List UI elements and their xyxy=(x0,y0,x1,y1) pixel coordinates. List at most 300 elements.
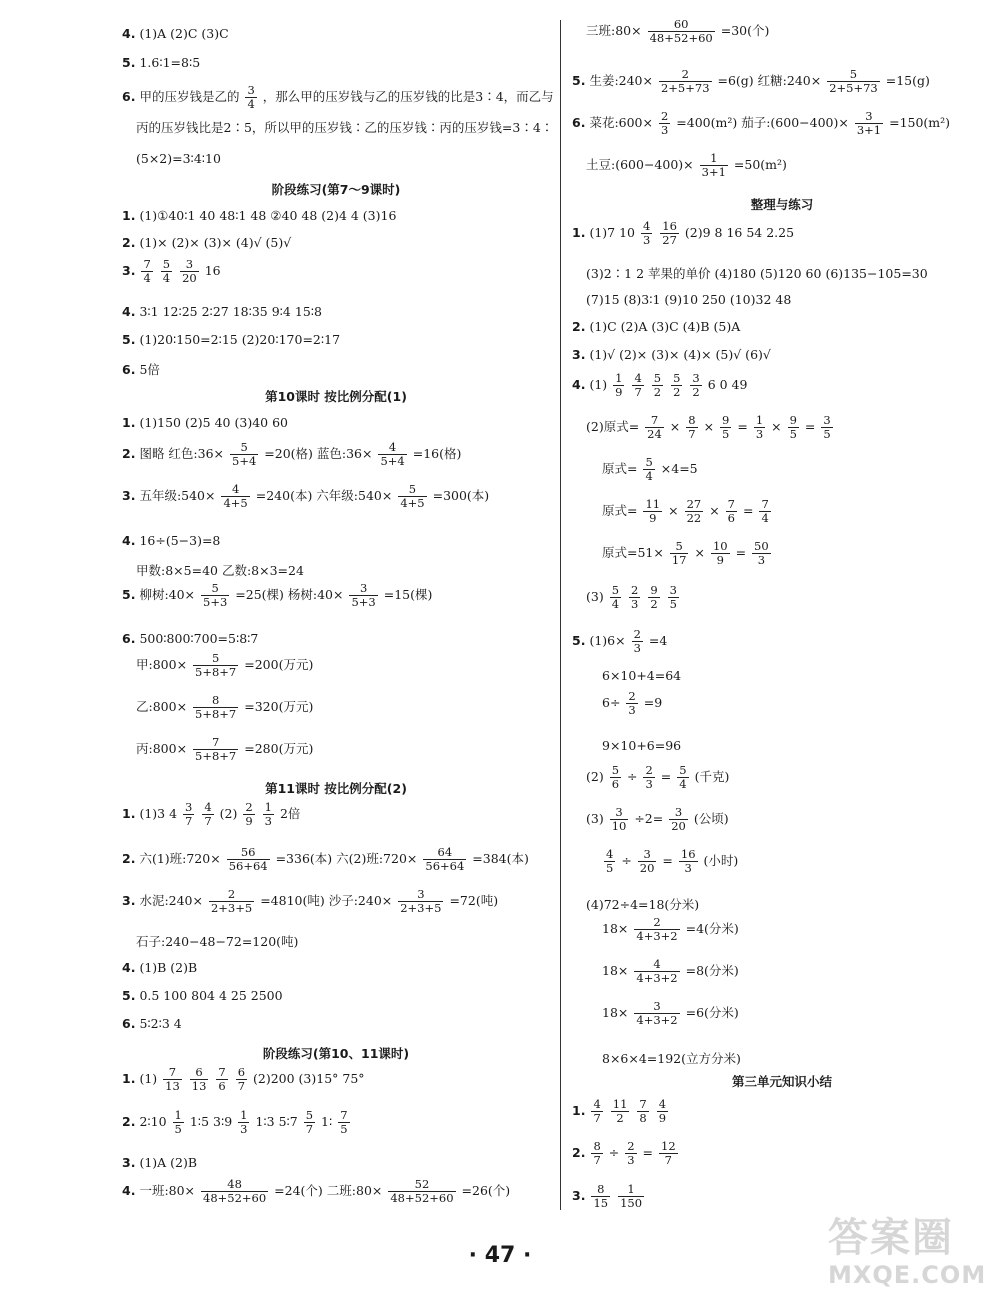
text-run: (1)× (2)× (3)× (4)√ (5)√ xyxy=(139,235,292,250)
denominator: 4+3+2 xyxy=(636,929,678,944)
text-run: 乙:800× xyxy=(136,699,188,715)
item-number: 1. xyxy=(122,1071,136,1087)
numerator: 9 xyxy=(650,583,658,597)
answer-line xyxy=(122,1109,352,1136)
text-run: 6×10+4=64 xyxy=(602,668,682,683)
numerator: 2 xyxy=(633,627,641,641)
denominator: 7 xyxy=(305,1122,314,1137)
text-run: (千克) xyxy=(694,769,730,785)
item-number: 1. xyxy=(122,806,136,822)
numerator: 48 xyxy=(227,1177,242,1191)
numerator: 9 xyxy=(789,413,797,427)
denominator: 13 xyxy=(165,1079,180,1094)
answer-line xyxy=(122,258,221,285)
denominator: 4 xyxy=(247,97,255,112)
text-run: 1∶ xyxy=(321,1114,333,1130)
denominator: 4 xyxy=(679,777,687,792)
text-run: (2) xyxy=(219,806,238,822)
fraction xyxy=(398,888,443,915)
numerator: 3 xyxy=(653,999,661,1013)
numerator: 3 xyxy=(417,887,425,901)
numerator: 5 xyxy=(673,371,681,385)
numerator: 8 xyxy=(593,1139,601,1153)
fraction xyxy=(711,540,730,567)
item-number: 2. xyxy=(572,1145,586,1161)
fraction xyxy=(190,1066,209,1093)
numerator: 2 xyxy=(627,1139,635,1153)
text-run: × xyxy=(709,503,720,519)
numerator: 8 xyxy=(688,413,696,427)
numerator: 7 xyxy=(650,413,659,427)
text-run: 16 xyxy=(204,263,221,279)
fraction xyxy=(201,582,229,609)
answer-line xyxy=(572,414,835,441)
denominator: 56+64 xyxy=(425,859,465,874)
section-heading xyxy=(122,1044,550,1062)
item-number: 3. xyxy=(122,263,136,279)
text-run: 丙的压岁钱比是2∶5，所以甲的压岁钱∶乙的压岁钱∶丙的压岁钱=3∶4∶ xyxy=(136,120,554,135)
item-number: 4. xyxy=(122,26,136,41)
denominator: 4 xyxy=(611,597,620,612)
fraction xyxy=(304,1109,315,1136)
numerator: 2 xyxy=(653,915,661,929)
denominator: 4+5 xyxy=(223,496,248,511)
denominator: 4 xyxy=(761,511,769,526)
text-run: =15(棵) xyxy=(383,587,433,603)
denominator: 5 xyxy=(174,1122,182,1137)
text-run: 甲:800× xyxy=(136,657,188,673)
denominator: 5+8+7 xyxy=(195,665,237,680)
answer-line xyxy=(572,628,667,655)
numerator: 2 xyxy=(631,583,639,597)
numerator: 4 xyxy=(388,440,397,454)
fraction xyxy=(263,801,274,828)
answer-line xyxy=(122,1066,365,1093)
denominator: 5+8+7 xyxy=(195,749,237,764)
denominator: 6 xyxy=(611,777,620,792)
fraction xyxy=(752,540,771,567)
answer-line xyxy=(572,540,773,567)
text-run: × xyxy=(669,419,681,435)
answer-line xyxy=(122,441,461,468)
answer-line xyxy=(572,456,698,483)
numerator: 3 xyxy=(823,413,831,427)
item-number: 3. xyxy=(122,488,136,504)
text-run: (小时) xyxy=(703,853,739,869)
item-number: 5. xyxy=(572,633,586,649)
item-number: 2. xyxy=(122,446,136,462)
section-heading xyxy=(122,180,550,198)
denominator: 3+1 xyxy=(701,165,726,180)
fraction xyxy=(193,694,238,721)
answer-line xyxy=(572,347,771,362)
text-run: = xyxy=(737,419,748,435)
watermark-text: 答案圈 xyxy=(828,1215,954,1261)
text-run: =15(g) xyxy=(885,73,930,89)
denominator: 7 xyxy=(237,1079,246,1094)
item-number: 3. xyxy=(122,1155,136,1170)
fraction xyxy=(670,540,689,567)
denominator: 3 xyxy=(645,777,653,792)
answer-line xyxy=(572,1000,739,1027)
item-number: 1. xyxy=(572,225,586,241)
fraction xyxy=(632,628,643,655)
denominator: 3 xyxy=(679,861,698,875)
item-number: 5. xyxy=(572,73,586,89)
answer-line xyxy=(122,1016,182,1031)
numerator: 3 xyxy=(865,109,873,123)
numerator: 8 xyxy=(211,693,220,707)
answer-line xyxy=(122,1155,197,1170)
numerator: 10 xyxy=(712,539,728,553)
denominator: 48+52+60 xyxy=(390,1191,454,1206)
item-number: 2. xyxy=(122,1114,136,1130)
fraction xyxy=(645,414,664,441)
text-run: 5∶2∶3 4 xyxy=(139,1016,182,1031)
answer-line xyxy=(122,332,340,347)
denominator: 4+3+2 xyxy=(636,1013,678,1028)
numerator: 4 xyxy=(204,800,212,814)
numerator: 5 xyxy=(305,1108,314,1122)
text-run: =6(g) 红糖:240× xyxy=(717,73,822,89)
denominator: 7 xyxy=(659,1153,678,1167)
numerator: 3 xyxy=(359,581,368,595)
numerator: 7 xyxy=(218,1065,226,1079)
text-run: (5×2)=3∶4∶10 xyxy=(136,151,221,166)
denominator: 2+5+73 xyxy=(829,81,878,96)
numerator: 5 xyxy=(653,371,662,385)
text-run: 丙:800× xyxy=(136,741,188,757)
text-run: =26(个) xyxy=(461,1183,511,1199)
text-run: =72(吨) xyxy=(449,893,499,909)
text-run: 18× xyxy=(602,963,629,979)
fraction xyxy=(604,848,615,875)
fraction xyxy=(827,68,880,95)
fraction xyxy=(685,498,704,525)
numerator: 8 xyxy=(597,1182,605,1196)
denominator: 9 xyxy=(658,1111,667,1126)
text-run: (1)A (2)B xyxy=(139,1155,198,1170)
item-number: 3. xyxy=(572,1188,586,1204)
denominator: 3 xyxy=(633,641,641,656)
text-run: 5倍 xyxy=(139,362,160,377)
text-run: 菜花:600× xyxy=(589,115,653,131)
text-run: (3) xyxy=(586,589,604,605)
text-run: (2)原式= xyxy=(586,419,640,435)
denominator: 9 xyxy=(245,814,253,829)
text-run: 第11课时 按比例分配(2) xyxy=(265,781,407,796)
denominator: 5 xyxy=(606,861,614,876)
numerator: 3 xyxy=(674,805,683,819)
section-heading xyxy=(122,779,550,797)
answer-line xyxy=(122,801,300,828)
answer-line xyxy=(572,690,662,717)
answer-line xyxy=(572,1049,741,1067)
text-run: (公顷) xyxy=(693,811,729,827)
answer-line xyxy=(122,304,322,319)
numerator: 6 xyxy=(195,1065,203,1079)
fraction xyxy=(726,498,737,525)
page-number: · 47 · xyxy=(468,1243,532,1268)
numerator: 7 xyxy=(340,1108,348,1122)
section-heading xyxy=(572,1072,992,1090)
numerator: 27 xyxy=(686,497,702,511)
denominator: 5+3 xyxy=(351,595,376,610)
denominator: 7 xyxy=(185,814,193,829)
numerator: 3 xyxy=(247,83,255,97)
numerator: 11 xyxy=(645,497,661,511)
fraction xyxy=(216,1066,227,1093)
fraction xyxy=(668,584,679,611)
denominator: 4 xyxy=(162,271,171,286)
numerator: 4 xyxy=(653,957,661,971)
fraction xyxy=(378,441,406,468)
fraction xyxy=(669,806,688,833)
text-run: 柳树:40× xyxy=(139,587,196,603)
denominator: 3 xyxy=(642,233,651,248)
text-run: (1)C (2)A (3)C (4)B (5)A xyxy=(589,319,741,334)
numerator: 7 xyxy=(639,1097,647,1111)
denominator: 2 xyxy=(692,385,700,400)
denominator: 3 xyxy=(240,1122,248,1137)
text-run: =280(万元) xyxy=(244,741,314,757)
text-run: × xyxy=(703,419,715,435)
numerator: 2 xyxy=(245,800,253,814)
item-number: 1. xyxy=(122,415,136,430)
denominator: 27 xyxy=(662,233,677,248)
fraction xyxy=(141,258,152,285)
denominator: 3 xyxy=(752,553,771,567)
fraction xyxy=(759,498,770,525)
text-run: 18× xyxy=(602,1005,629,1021)
text-run: = xyxy=(660,769,672,785)
numerator: 5 xyxy=(211,651,220,665)
item-number: 4. xyxy=(122,960,136,975)
answer-line xyxy=(572,958,739,985)
text-run: (2) xyxy=(586,769,604,785)
answer-line xyxy=(122,1178,510,1205)
fraction xyxy=(690,372,701,399)
item-number: 6. xyxy=(122,631,136,646)
fraction xyxy=(591,1098,602,1125)
denominator: 2 xyxy=(611,1111,630,1125)
text-run: (1)20∶150=2∶15 (2)20∶170=2∶17 xyxy=(139,332,341,347)
denominator: 3 xyxy=(628,703,636,718)
item-number: 6. xyxy=(122,89,136,105)
answer-line xyxy=(572,1183,646,1210)
answer-line xyxy=(572,319,740,334)
answer-line xyxy=(122,415,288,430)
numerator: 3 xyxy=(643,847,651,861)
denominator: 4+3+2 xyxy=(636,971,678,986)
text-run: (3) xyxy=(586,811,604,827)
text-run: 3∶1 12∶25 2∶27 18∶35 9∶4 15∶8 xyxy=(139,304,322,319)
item-number: 5. xyxy=(122,332,136,347)
answer-line xyxy=(572,264,928,282)
text-run: =336(本) 六(2)班:720× xyxy=(275,851,418,867)
fraction xyxy=(173,1109,184,1136)
item-number: 4. xyxy=(122,533,136,548)
text-run: 0.5 100 804 4 25 2500 xyxy=(139,988,283,1003)
answer-line xyxy=(122,652,313,679)
text-run: (1)150 (2)5 40 (3)40 60 xyxy=(139,415,288,430)
numerator: 1 xyxy=(174,1108,182,1122)
text-run: =9 xyxy=(643,695,663,711)
item-number: 6. xyxy=(122,362,136,377)
fraction xyxy=(659,110,670,137)
numerator: 7 xyxy=(168,1065,177,1079)
fraction xyxy=(202,801,213,828)
fraction xyxy=(163,1066,182,1093)
numerator: 5 xyxy=(675,539,683,553)
answer-line xyxy=(572,1140,680,1167)
text-run: (7)15 (8)3∶1 (9)10 250 (10)32 48 xyxy=(586,292,792,307)
numerator: 3 xyxy=(669,583,677,597)
text-run: =8(分米) xyxy=(685,963,739,979)
fraction xyxy=(638,848,657,875)
fraction xyxy=(209,888,254,915)
fraction xyxy=(338,1109,349,1136)
text-run: 6÷ xyxy=(602,695,621,711)
fraction xyxy=(720,414,731,441)
fraction xyxy=(634,1000,679,1027)
item-number: 2. xyxy=(572,319,586,334)
text-run: =16(格) xyxy=(412,446,462,462)
answer-line xyxy=(572,806,729,833)
text-run: =4810(吨) 沙子:240× xyxy=(260,893,393,909)
numerator: 1 xyxy=(264,800,272,814)
denominator: 20 xyxy=(639,861,655,876)
answer-line xyxy=(572,1098,670,1125)
text-run: =6(分米) xyxy=(685,1005,739,1021)
numerator: 7 xyxy=(211,735,220,749)
fraction xyxy=(618,1183,644,1210)
numerator: 5 xyxy=(679,763,687,777)
denominator: 5+4 xyxy=(380,454,405,469)
fraction xyxy=(611,1098,630,1125)
fraction xyxy=(238,1109,249,1136)
text-run: (1)3 4 xyxy=(139,806,178,822)
fraction xyxy=(398,483,426,510)
text-run: 整理与练习 xyxy=(750,197,814,212)
fraction xyxy=(626,690,637,717)
text-run: 阶段练习(第7～9课时) xyxy=(271,182,401,197)
denominator: 150 xyxy=(620,1196,643,1211)
text-run: × xyxy=(694,545,705,561)
text-run: 三班:80× xyxy=(586,23,642,39)
text-run: 甲的压岁钱是乙的 xyxy=(139,89,240,105)
numerator: 1 xyxy=(627,1182,635,1196)
text-run: 18× xyxy=(602,921,629,937)
numerator: 5 xyxy=(611,583,620,597)
answer-line xyxy=(572,292,791,307)
text-run: 原式=51× xyxy=(602,545,664,561)
denominator: 6 xyxy=(727,511,735,526)
denominator: 4 xyxy=(143,271,151,286)
text-run: (3)2∶1 2 苹果的单价 (4)180 (5)120 60 (6)135−105=30 xyxy=(586,266,928,281)
numerator: 7 xyxy=(727,497,735,511)
numerator: 4 xyxy=(634,371,642,385)
numerator: 5 xyxy=(408,482,417,496)
text-run: =25(棵) 杨树:40× xyxy=(235,587,344,603)
text-run: (1) xyxy=(139,1071,158,1087)
denominator: 7 xyxy=(593,1111,601,1126)
text-run: (1)√ (2)× (3)× (4)× (5)√ (6)√ xyxy=(589,347,771,362)
numerator: 12 xyxy=(661,1139,676,1153)
fraction xyxy=(652,372,663,399)
item-number: 4. xyxy=(572,377,586,393)
text-run: 第10课时 按比例分配(1) xyxy=(265,389,407,404)
fraction xyxy=(423,846,466,873)
fraction xyxy=(700,152,728,179)
fraction xyxy=(236,1066,247,1093)
fraction xyxy=(634,958,679,985)
denominator: 5 xyxy=(789,427,797,442)
numerator: 5 xyxy=(240,440,248,454)
denominator: 3+1 xyxy=(856,123,882,138)
answer-line xyxy=(122,533,220,548)
fraction xyxy=(788,414,799,441)
denominator: 9 xyxy=(615,385,623,400)
denominator: 3 xyxy=(755,427,764,442)
text-run: ，那么甲的压岁钱与乙的压岁钱的比是3∶4，而乙与 xyxy=(262,89,554,105)
text-run: (4)72÷4=18(分米) xyxy=(586,897,700,912)
text-run: 1.6∶1=8∶5 xyxy=(139,55,201,70)
text-run: (1)6× xyxy=(589,633,626,649)
numerator: 4 xyxy=(231,482,240,496)
fraction xyxy=(659,1140,678,1167)
text-run: ÷ xyxy=(627,769,638,785)
text-run: =4 xyxy=(648,633,668,649)
fraction xyxy=(610,764,621,791)
watermark-logo xyxy=(828,1214,988,1300)
numerator: 2 xyxy=(660,109,669,123)
denominator: 3 xyxy=(660,123,669,138)
text-run: (1)B (2)B xyxy=(139,960,198,975)
text-run: = xyxy=(735,545,747,561)
numerator: 7 xyxy=(143,257,151,271)
fraction xyxy=(591,1140,602,1167)
denominator: 9 xyxy=(643,511,662,525)
denominator: 7 xyxy=(593,1153,601,1168)
item-number: 1. xyxy=(122,208,136,223)
text-run: 一班:80× xyxy=(139,1183,196,1199)
fraction xyxy=(634,916,679,943)
fraction xyxy=(637,1098,648,1125)
fraction xyxy=(632,372,643,399)
fraction xyxy=(821,414,832,441)
answer-line xyxy=(122,888,498,915)
numerator: 1 xyxy=(755,413,764,427)
fraction xyxy=(754,414,765,441)
answer-line xyxy=(122,84,554,111)
answer-line xyxy=(122,988,283,1003)
text-run: 原式= xyxy=(602,461,638,477)
item-number: 4. xyxy=(122,304,136,319)
text-run: 6 0 49 xyxy=(707,377,748,393)
denominator: 15 xyxy=(593,1196,609,1211)
numerator: 9 xyxy=(722,413,730,427)
fraction xyxy=(221,483,249,510)
fraction xyxy=(180,258,199,285)
fraction xyxy=(648,584,659,611)
denominator: 3 xyxy=(631,597,639,612)
text-run: = xyxy=(742,503,754,519)
numerator: 2 xyxy=(628,689,636,703)
text-run: =20(格) 蓝色:36× xyxy=(264,446,373,462)
numerator: 4 xyxy=(658,1097,667,1111)
fraction xyxy=(183,801,194,828)
